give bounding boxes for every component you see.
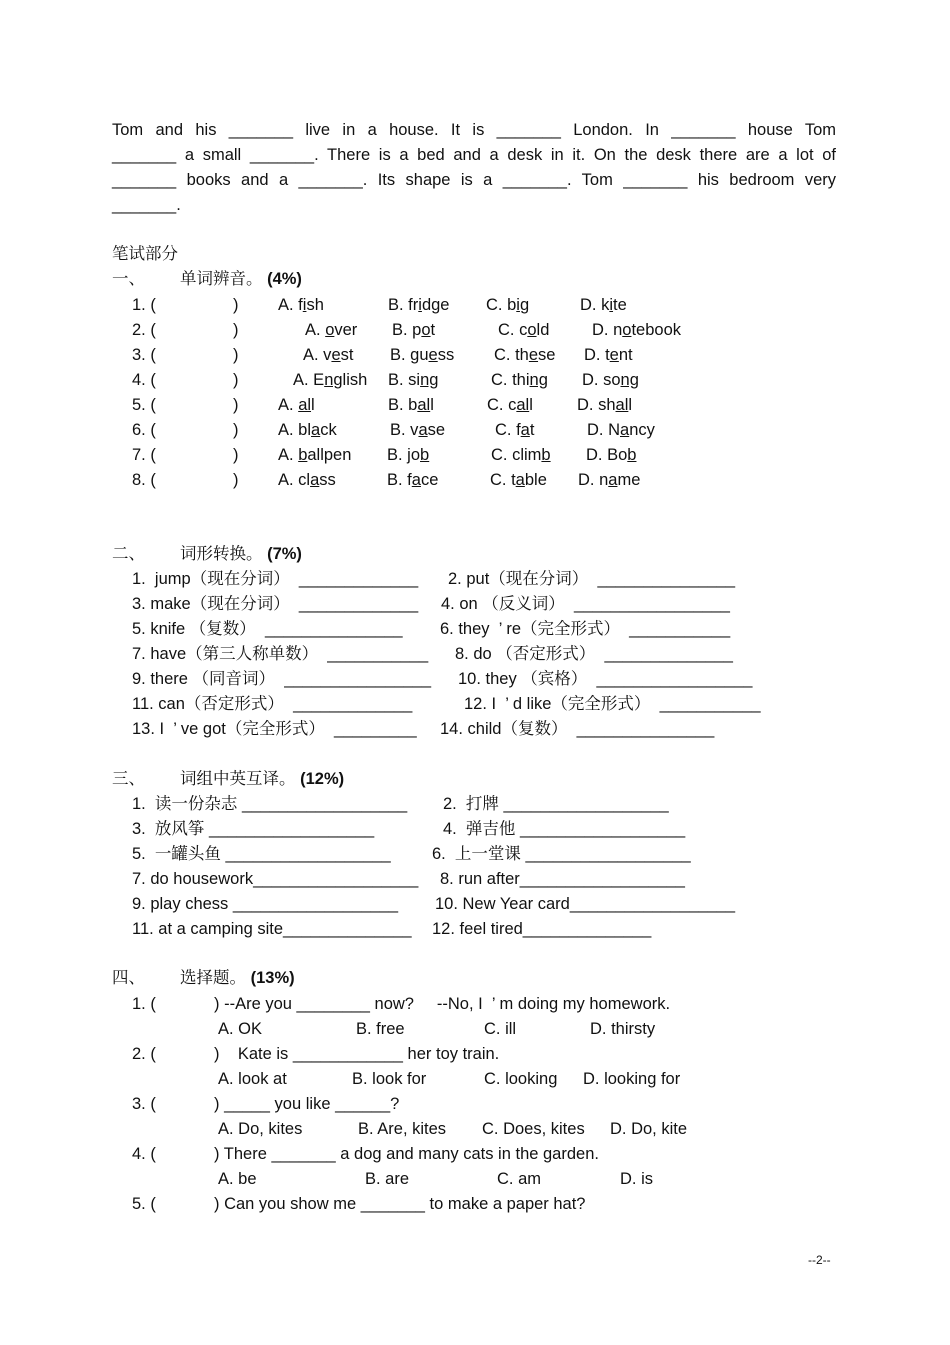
question-text: ) Can you show me _______ to make a paper hat? — [214, 1195, 586, 1213]
question-number: 5. ( — [132, 1195, 156, 1213]
section-title-text: 词组中英互译。 — [180, 770, 296, 788]
option-b — [388, 370, 438, 390]
option-d — [582, 370, 639, 390]
option-b — [387, 470, 438, 490]
question-text: ) _____ you like ______? — [214, 1095, 400, 1113]
option-prefix: C. thi — [491, 371, 530, 389]
phrase-item: 2. 打牌 __________________ — [443, 795, 669, 813]
underlined-sound: b — [627, 446, 637, 464]
choice-option: C. looking — [484, 1070, 558, 1088]
question-number: 3. ( — [132, 1095, 156, 1113]
option-suffix: me — [617, 471, 641, 489]
word-form-item: 8. do （否定形式） ______________ — [455, 645, 733, 663]
phrase-item: 1. 读一份杂志 __________________ — [132, 795, 408, 813]
option-prefix: B. p — [392, 321, 422, 339]
option-prefix: A. — [305, 321, 326, 339]
underlined-sound: a — [418, 421, 428, 439]
word-form-item: 12. I ’ d like（完全形式） ___________ — [464, 695, 761, 713]
underlined-sound: e — [609, 346, 619, 364]
word-form-item: 14. child（复数） _______________ — [440, 720, 715, 738]
underlined-sound: a — [515, 471, 525, 489]
option-c — [490, 470, 547, 490]
underlined-sound: a — [520, 421, 530, 439]
phrase-item: 10. New Year card__________________ — [435, 895, 736, 913]
option-b — [392, 320, 435, 340]
option-suffix: t — [430, 321, 436, 339]
word-form-item: 3. make（现在分词） _____________ — [132, 595, 419, 613]
option-suffix: sh — [306, 296, 324, 314]
choice-option: B. look for — [352, 1070, 427, 1088]
answer-paren-close: ) — [233, 346, 239, 364]
option-prefix: D. N — [587, 421, 620, 439]
option-b — [387, 445, 429, 465]
option-a — [278, 295, 324, 315]
option-suffix: dge — [421, 296, 450, 314]
underlined-sound: b — [541, 446, 551, 464]
question-number: 4. ( — [132, 1145, 156, 1163]
choice-option: B. are — [365, 1170, 410, 1188]
underlined-sound: i — [418, 296, 422, 314]
option-c — [494, 345, 555, 365]
word-form-item: 10. they （宾格） _________________ — [458, 670, 753, 688]
word-form-item: 5. knife （复数） _______________ — [132, 620, 403, 638]
phrase-item: 8. run after__________________ — [440, 870, 685, 888]
section-score: (12%) — [300, 770, 345, 788]
option-suffix: lish — [342, 371, 368, 389]
option-a — [305, 320, 357, 340]
option-a — [278, 445, 351, 465]
option-prefix: D. k — [580, 296, 610, 314]
option-prefix: B. f — [387, 471, 412, 489]
phrase-item: 9. play chess __________________ — [132, 895, 399, 913]
word-form-item: 2. put（现在分词） _______________ — [448, 570, 736, 588]
option-prefix: A. bl — [278, 421, 312, 439]
answer-paren-close: ) — [233, 296, 239, 314]
section-title-text: 单词辨音。 — [180, 270, 263, 288]
word-form-item: 13. I ’ ve got（完全形式） _________ — [132, 720, 417, 738]
option-prefix: C. c — [487, 396, 517, 414]
choice-option: A. OK — [218, 1020, 263, 1038]
option-suffix: t — [529, 421, 535, 439]
option-suffix: allpen — [307, 446, 352, 464]
option-suffix: l — [430, 396, 434, 414]
choice-option: D. Do, kite — [610, 1120, 688, 1138]
option-prefix: B. gu — [390, 346, 429, 364]
option-a — [293, 370, 367, 390]
underlined-sound: a — [311, 421, 321, 439]
underlined-sound: al — [615, 396, 629, 414]
item-number: 8. ( — [132, 471, 156, 489]
option-prefix: B. b — [388, 396, 418, 414]
underlined-sound: al — [516, 396, 530, 414]
word-form-item: 1. jump（现在分词） _____________ — [132, 570, 419, 588]
option-suffix: st — [340, 346, 354, 364]
option-d — [592, 320, 681, 340]
option-suffix: ld — [536, 321, 550, 339]
choice-option: C. am — [497, 1170, 542, 1188]
option-suffix: se — [538, 346, 556, 364]
option-prefix: D. n — [578, 471, 609, 489]
option-prefix: C. th — [494, 346, 529, 364]
option-d — [578, 470, 640, 490]
item-number: 2. ( — [132, 321, 156, 339]
option-prefix: A. cl — [278, 471, 311, 489]
choice-option: B. Are, kites — [358, 1120, 447, 1138]
underlined-sound: al — [298, 396, 312, 414]
option-suffix: tebook — [631, 321, 681, 339]
option-prefix: D. t — [584, 346, 610, 364]
option-a — [278, 420, 337, 440]
option-prefix: D. Bo — [586, 446, 628, 464]
option-suffix: l — [628, 396, 633, 414]
choice-option: D. thirsty — [590, 1020, 656, 1038]
option-b — [388, 395, 434, 415]
option-d — [580, 295, 627, 315]
option-c — [498, 320, 549, 340]
section-title — [180, 968, 295, 988]
underlined-sound: o — [325, 321, 335, 339]
phrase-item: 7. do housework__________________ — [132, 870, 419, 888]
underlined-sound: i — [609, 296, 614, 314]
choice-option: D. is — [620, 1170, 653, 1188]
phrase-item: 11. at a camping site______________ — [132, 920, 412, 938]
option-prefix: C. c — [498, 321, 528, 339]
phrase-item: 6. 上一堂课 __________________ — [432, 845, 691, 863]
item-number: 6. ( — [132, 421, 156, 439]
choice-option: A. look at — [218, 1070, 287, 1088]
section-title — [180, 544, 302, 564]
word-form-item: 6. they ’ re（完全形式） ___________ — [440, 620, 731, 638]
question-text: ) There _______ a dog and many cats in the garden. — [214, 1145, 599, 1163]
word-form-item: 9. there （同音词） ________________ — [132, 670, 432, 688]
option-b — [388, 295, 449, 315]
underlined-sound: a — [620, 421, 630, 439]
option-prefix: C. f — [495, 421, 521, 439]
option-d — [587, 420, 655, 440]
item-number: 5. ( — [132, 396, 156, 414]
option-suffix: te — [613, 296, 627, 314]
option-c — [491, 370, 548, 390]
option-suffix: ver — [334, 321, 358, 339]
passage-line: Tom and his _______ live in a house. It is _______ London. In _______ house Tom — [112, 121, 836, 139]
item-number: 4. ( — [132, 371, 156, 389]
question-text: ) Kate is ____________ her toy train. — [214, 1045, 500, 1063]
word-form-item: 11. can（否定形式） _____________ — [132, 695, 413, 713]
option-prefix: B. si — [388, 371, 421, 389]
section-title-text: 词形转换。 — [180, 545, 263, 563]
option-suffix: nt — [618, 346, 633, 364]
section-score: (13%) — [250, 969, 295, 987]
phrase-item: 12. feel tired______________ — [432, 920, 652, 938]
word-form-item: 4. on （反义词） _________________ — [441, 595, 730, 613]
page-number: --2-- — [808, 1253, 831, 1267]
underlined-sound: ng — [324, 371, 343, 389]
answer-paren-close: ) — [233, 471, 239, 489]
option-prefix: A. — [278, 396, 299, 414]
option-prefix: C. clim — [491, 446, 542, 464]
underlined-sound: a — [411, 471, 421, 489]
item-number: 7. ( — [132, 446, 156, 464]
answer-paren-close: ) — [233, 321, 239, 339]
passage-line: _______ a small _______. There is a bed and a desk in it. On the desk there are a lot of — [112, 146, 836, 164]
underlined-sound: e — [428, 346, 438, 364]
option-suffix: ce — [420, 471, 439, 489]
phrase-item: 4. 弹吉他 __________________ — [443, 820, 686, 838]
answer-paren-close: ) — [233, 371, 239, 389]
section-number: 三、 — [112, 770, 145, 788]
passage-line: _______ books and a _______. Its shape is a _______. Tom _______ his bedroom very — [112, 171, 836, 189]
section-score: (4%) — [267, 270, 302, 288]
option-c — [487, 395, 533, 415]
section-number: 二、 — [112, 545, 145, 563]
underlined-sound: al — [417, 396, 431, 414]
choice-option: A. Do, kites — [218, 1120, 303, 1138]
option-prefix: D. n — [592, 321, 623, 339]
section-number: 一、 — [112, 270, 145, 288]
underlined-sound: o — [527, 321, 537, 339]
option-suffix: ck — [320, 421, 337, 439]
option-d — [586, 445, 636, 465]
section-number: 四、 — [112, 969, 145, 987]
choice-option: D. looking for — [583, 1070, 681, 1088]
answer-paren-close: ) — [233, 396, 239, 414]
choice-option: A. be — [218, 1170, 257, 1188]
option-suffix: l — [529, 396, 533, 414]
underlined-sound: ng — [620, 371, 639, 389]
underlined-sound: a — [310, 471, 320, 489]
option-suffix: ss — [437, 346, 455, 364]
underlined-sound: ng — [529, 371, 548, 389]
section-title — [180, 269, 302, 289]
option-a — [303, 345, 353, 365]
answer-paren-close: ) — [233, 446, 239, 464]
option-suffix: g — [519, 296, 530, 314]
item-number: 1. ( — [132, 296, 156, 314]
option-prefix: D. so — [582, 371, 621, 389]
written-part-title: 笔试部分 — [112, 245, 178, 263]
underlined-sound: b — [420, 446, 430, 464]
section-score: (7%) — [267, 545, 302, 563]
underlined-sound: i — [516, 296, 520, 314]
option-c — [495, 420, 534, 440]
option-suffix: ss — [319, 471, 336, 489]
option-prefix: A. — [278, 446, 299, 464]
underlined-sound: e — [528, 346, 539, 364]
underlined-sound: ng — [420, 371, 439, 389]
option-prefix: A. v — [303, 346, 332, 364]
phrase-item: 3. 放风筝 __________________ — [132, 820, 375, 838]
option-prefix: D. sh — [577, 396, 616, 414]
underlined-sound: e — [331, 346, 341, 364]
underlined-sound: b — [298, 446, 308, 464]
option-suffix: ble — [524, 471, 547, 489]
section-title — [180, 769, 344, 789]
choice-option: C. ill — [484, 1020, 517, 1038]
option-b — [390, 420, 445, 440]
option-d — [577, 395, 632, 415]
underlined-sound: i — [302, 296, 307, 314]
choice-option: B. free — [356, 1020, 405, 1038]
phrase-item: 5. 一罐头鱼 __________________ — [132, 845, 391, 863]
option-suffix: l — [311, 396, 315, 414]
question-number: 1. ( — [132, 995, 156, 1013]
option-c — [491, 445, 551, 465]
section-title-text: 选择题。 — [180, 969, 246, 987]
option-prefix: A. E — [293, 371, 325, 389]
underlined-sound: o — [622, 321, 632, 339]
option-suffix: ncy — [629, 421, 655, 439]
passage — [112, 118, 836, 218]
passage-line: _______. — [112, 196, 181, 214]
word-form-item: 7. have（第三人称单数） ___________ — [132, 645, 429, 663]
option-suffix: se — [427, 421, 446, 439]
option-prefix: C. t — [490, 471, 516, 489]
choice-option: C. Does, kites — [482, 1120, 585, 1138]
question-text: ) --Are you ________ now? --No, I ’ m doing my homework. — [214, 995, 671, 1013]
option-c — [486, 295, 529, 315]
option-a — [278, 395, 315, 415]
underlined-sound: o — [421, 321, 431, 339]
option-prefix: B. fr — [388, 296, 419, 314]
question-number: 2. ( — [132, 1045, 156, 1063]
underlined-sound: a — [608, 471, 618, 489]
option-prefix: B. jo — [387, 446, 421, 464]
answer-paren-close: ) — [233, 421, 239, 439]
option-prefix: C. b — [486, 296, 517, 314]
option-a — [278, 470, 336, 490]
option-b — [390, 345, 454, 365]
option-prefix: B. v — [390, 421, 419, 439]
option-prefix: A. f — [278, 296, 303, 314]
item-number: 3. ( — [132, 346, 156, 364]
option-d — [584, 345, 633, 365]
